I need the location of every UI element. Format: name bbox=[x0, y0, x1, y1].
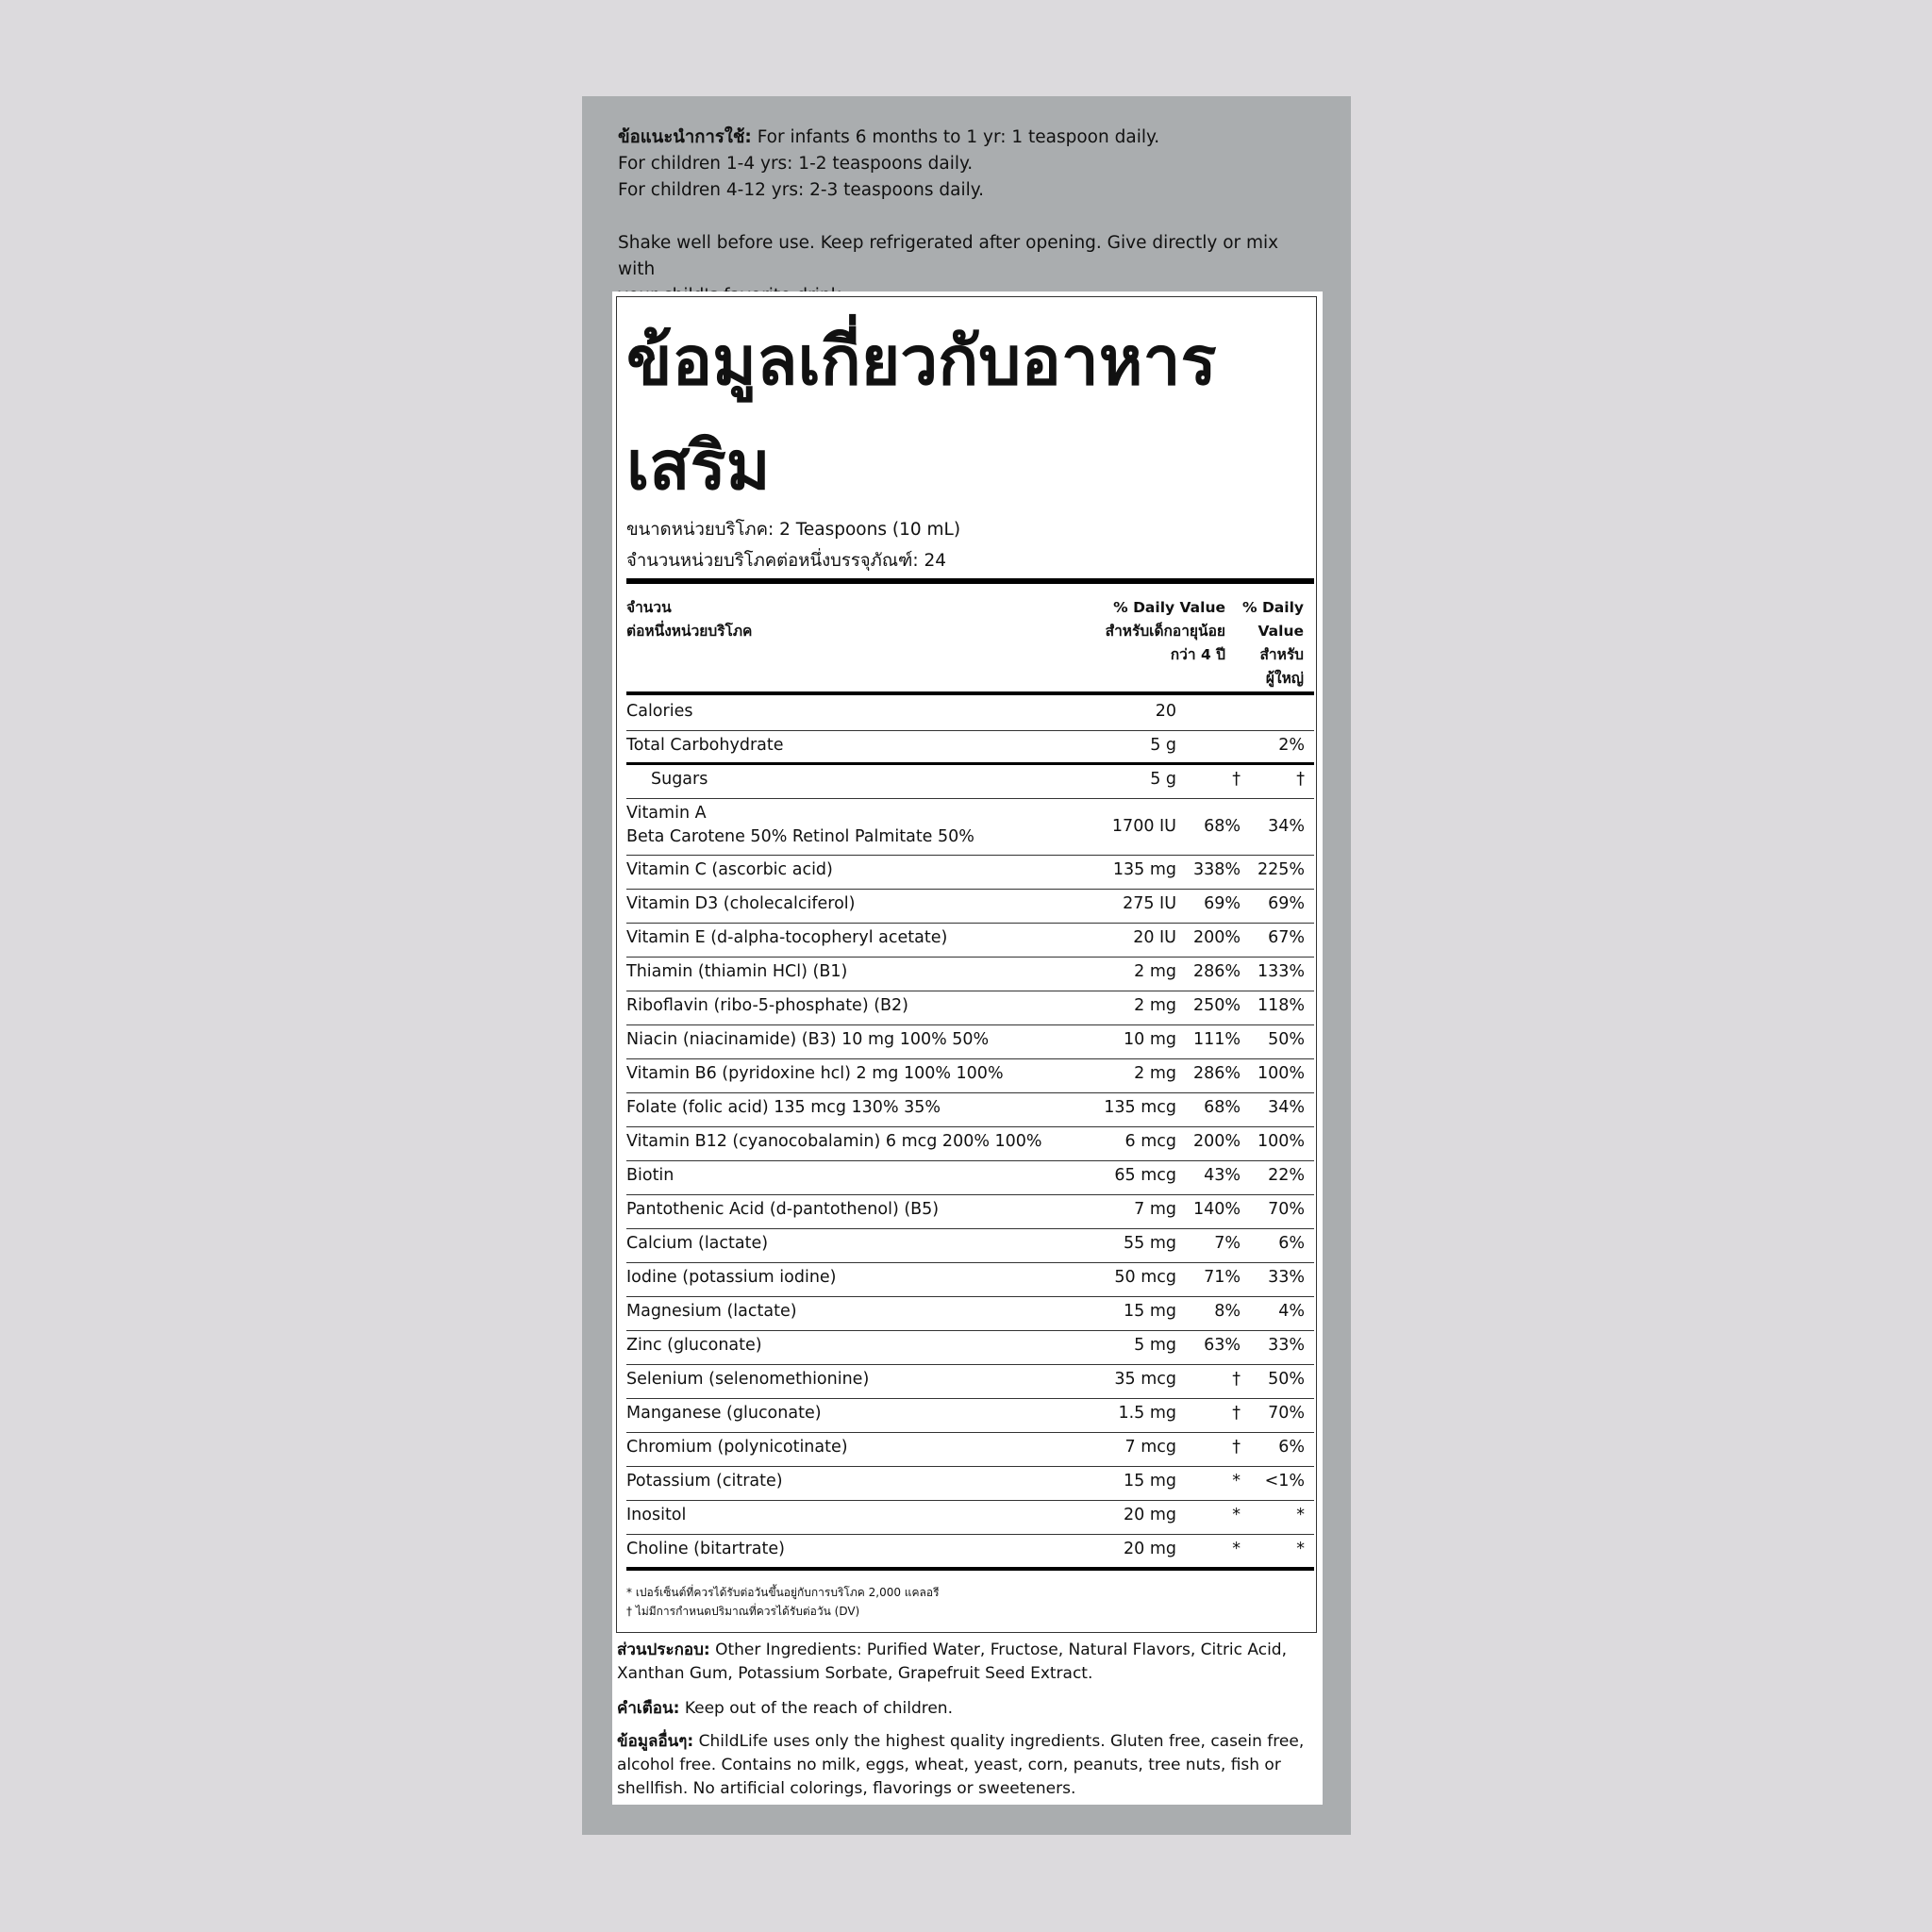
nutrient-row bbox=[626, 1092, 1314, 1127]
nutrient-amount: 7 mg bbox=[1134, 1200, 1176, 1219]
child-daily-value: 8% bbox=[1214, 1302, 1241, 1321]
warning-label: คำเตือน: bbox=[617, 1699, 680, 1718]
header-divider bbox=[626, 691, 1314, 695]
directions-line: For children 4-12 yrs: 2-3 teaspoons daily. bbox=[618, 180, 984, 200]
adult-daily-value: † bbox=[1296, 770, 1305, 789]
adult-daily-value: 118% bbox=[1257, 996, 1305, 1015]
child-daily-value: * bbox=[1232, 1540, 1241, 1558]
nutrient-row bbox=[626, 696, 1314, 731]
nutrient-row bbox=[626, 1160, 1314, 1195]
nutrient-name: Biotin bbox=[626, 1166, 675, 1185]
adult-daily-value: 22% bbox=[1268, 1166, 1305, 1185]
adult-daily-value: 100% bbox=[1257, 1132, 1305, 1151]
nutrient-name: Thiamin (thiamin HCl) (B1) bbox=[626, 962, 848, 981]
nutrient-amount: 15 mg bbox=[1124, 1472, 1176, 1491]
child-daily-value: 7% bbox=[1214, 1234, 1241, 1253]
nutrient-name: Vitamin D3 (cholecalciferol) bbox=[626, 894, 856, 913]
footnote-daily-value: * เปอร์เซ็นต์ที่ควรได้รับต่อวันขึ้นอยู่กับการบริโภค 2,000 แคลอรี bbox=[626, 1586, 940, 1599]
directions-line: For infants 6 months to 1 yr: 1 teaspoon daily. bbox=[757, 127, 1160, 147]
child-daily-value: † bbox=[1232, 770, 1241, 789]
child-daily-value: 286% bbox=[1192, 1064, 1241, 1083]
nutrient-amount: 135 mg bbox=[1112, 860, 1176, 879]
amount-header-line: ต่อหนึ่งหน่วยบริโภค bbox=[626, 623, 753, 640]
facts-title: ข้อมูลเกี่ยวกับอาหารเสริม bbox=[626, 322, 1217, 505]
nutrient-row bbox=[626, 1194, 1314, 1229]
adult-daily-value: 225% bbox=[1257, 860, 1305, 879]
nutrient-row bbox=[626, 1364, 1314, 1399]
adult-daily-value: * bbox=[1296, 1506, 1305, 1524]
adult-daily-value: 67% bbox=[1268, 928, 1305, 947]
nutrient-row bbox=[626, 1262, 1314, 1297]
nutrient-amount: 10 mg bbox=[1124, 1030, 1176, 1049]
nutrient-amount: 50 mcg bbox=[1114, 1268, 1176, 1287]
nutrient-row bbox=[626, 855, 1314, 890]
warning bbox=[617, 1697, 1320, 1721]
adult-daily-value: 50% bbox=[1268, 1030, 1305, 1049]
child-daily-value: 69% bbox=[1204, 894, 1241, 913]
nutrient-row bbox=[626, 991, 1314, 1025]
nutrient-name: Vitamin E (d-alpha-tocopheryl acetate) bbox=[626, 928, 948, 947]
nutrient-name: Total Carbohydrate bbox=[626, 736, 784, 755]
adult-daily-value: 50% bbox=[1268, 1370, 1305, 1389]
nutrient-name: Folate (folic acid) 135 mcg 130% 35% bbox=[626, 1098, 941, 1117]
ingredients-label: ส่วนประกอบ: bbox=[617, 1641, 710, 1659]
adult-dv-header-line: % Daily bbox=[1242, 599, 1304, 616]
nutrient-name: Riboflavin (ribo-5-phosphate) (B2) bbox=[626, 996, 909, 1015]
directions bbox=[618, 125, 1316, 309]
nutrient-name: Manganese (gluconate) bbox=[626, 1404, 822, 1423]
child-daily-value: 43% bbox=[1204, 1166, 1241, 1185]
child-dv-header bbox=[1106, 596, 1225, 667]
nutrient-amount: 135 mcg bbox=[1104, 1098, 1176, 1117]
nutrient-row bbox=[626, 1296, 1314, 1331]
nutrient-row bbox=[626, 1432, 1314, 1467]
directions-label: ข้อแนะนำการใช้: bbox=[618, 127, 752, 147]
adult-daily-value: 70% bbox=[1268, 1404, 1305, 1423]
child-daily-value: 68% bbox=[1204, 817, 1241, 836]
nutrient-amount: 20 IU bbox=[1133, 928, 1176, 947]
ingredients-text: Other Ingredients: Purified Water, Fructose, Natural Flavors, Citric Acid, Xanthan Gum, Potassium Sorbate, Grapefruit Seed Extract. bbox=[617, 1641, 1287, 1683]
child-daily-value: 200% bbox=[1192, 928, 1241, 947]
child-dv-header-line: สำหรับเด็กอายุน้อย bbox=[1105, 623, 1225, 640]
nutrient-amount: 6 mcg bbox=[1124, 1132, 1176, 1151]
child-daily-value: * bbox=[1232, 1506, 1241, 1524]
nutrient-row bbox=[626, 798, 1314, 856]
adult-daily-value: 69% bbox=[1268, 894, 1305, 913]
child-daily-value: 68% bbox=[1204, 1098, 1241, 1117]
nutrient-row bbox=[626, 1398, 1314, 1433]
nutrient-name: Vitamin A bbox=[626, 804, 707, 823]
nutrient-name: Calcium (lactate) bbox=[626, 1234, 769, 1253]
adult-daily-value: 6% bbox=[1278, 1438, 1305, 1457]
nutrient-name: Selenium (selenomethionine) bbox=[626, 1370, 870, 1389]
adult-dv-header-line: ผู้ใหญ่ bbox=[1265, 670, 1304, 687]
child-daily-value: 250% bbox=[1192, 996, 1241, 1015]
nutrient-row bbox=[626, 923, 1314, 958]
nutrient-amount: 20 mg bbox=[1124, 1540, 1176, 1558]
adult-daily-value: 133% bbox=[1257, 962, 1305, 981]
child-daily-value: 140% bbox=[1192, 1200, 1241, 1219]
child-daily-value: 63% bbox=[1204, 1336, 1241, 1355]
adult-dv-header-line: สำหรับ bbox=[1259, 646, 1304, 663]
nutrient-amount: 1700 IU bbox=[1111, 817, 1176, 836]
nutrient-row bbox=[626, 764, 1314, 799]
other-info bbox=[617, 1730, 1320, 1801]
nutrient-amount: 5 g bbox=[1150, 736, 1176, 755]
nutrient-row bbox=[626, 1500, 1314, 1535]
label-card bbox=[612, 291, 1323, 1805]
nutrient-amount: 275 IU bbox=[1123, 894, 1176, 913]
child-daily-value: † bbox=[1232, 1438, 1241, 1457]
adult-daily-value: * bbox=[1296, 1540, 1305, 1558]
nutrient-name: Inositol bbox=[626, 1506, 687, 1524]
thick-divider bbox=[626, 578, 1314, 584]
adult-daily-value: <1% bbox=[1264, 1472, 1305, 1491]
nutrient-amount: 2 mg bbox=[1134, 1064, 1176, 1083]
nutrient-name: Iodine (potassium iodine) bbox=[626, 1268, 837, 1287]
nutrient-name: Magnesium (lactate) bbox=[626, 1302, 797, 1321]
child-daily-value: * bbox=[1232, 1472, 1241, 1491]
child-dv-header-line: % Daily Value bbox=[1113, 599, 1225, 616]
nutrient-name: Niacin (niacinamide) (B3) 10 mg 100% 50% bbox=[626, 1030, 990, 1049]
directions-line: Shake well before use. Keep refrigerated after opening. Give directly or mix with bbox=[618, 233, 1279, 279]
warning-text: Keep out of the reach of children. bbox=[684, 1699, 953, 1718]
adult-daily-value: 4% bbox=[1278, 1302, 1305, 1321]
nutrient-amount: 7 mcg bbox=[1124, 1438, 1176, 1457]
adult-daily-value: 100% bbox=[1257, 1064, 1305, 1083]
adult-daily-value: 33% bbox=[1268, 1336, 1305, 1355]
adult-dv-header bbox=[1242, 596, 1304, 691]
nutrient-amount: 2 mg bbox=[1134, 962, 1176, 981]
adult-daily-value: 33% bbox=[1268, 1268, 1305, 1287]
nutrient-row bbox=[626, 1126, 1314, 1161]
nutrient-name: Zinc (gluconate) bbox=[626, 1336, 762, 1355]
nutrient-amount: 1.5 mg bbox=[1118, 1404, 1176, 1423]
nutrient-row bbox=[626, 1228, 1314, 1263]
nutrient-row bbox=[626, 1024, 1314, 1059]
footnote-no-dv: † ไม่มีการกำหนดปริมาณที่ควรได้รับต่อวัน (DV) bbox=[626, 1605, 860, 1618]
adult-daily-value: 34% bbox=[1268, 817, 1305, 836]
adult-daily-value: 34% bbox=[1268, 1098, 1305, 1117]
nutrient-amount: 35 mcg bbox=[1114, 1370, 1176, 1389]
nutrient-name: Vitamin B12 (cyanocobalamin) 6 mcg 200% 100% bbox=[626, 1132, 1042, 1151]
nutrient-name: Calories bbox=[626, 702, 693, 721]
bottom-divider bbox=[626, 1567, 1314, 1571]
child-daily-value: 71% bbox=[1204, 1268, 1241, 1287]
supplement-facts-box bbox=[616, 296, 1317, 1633]
nutrient-subname: Beta Carotene 50% Retinol Palmitate 50% bbox=[626, 827, 974, 846]
nutrient-name: Vitamin B6 (pyridoxine hcl) 2 mg 100% 100% bbox=[626, 1064, 1004, 1083]
nutrient-name: Choline (bitartrate) bbox=[626, 1540, 785, 1558]
adult-daily-value: 2% bbox=[1278, 736, 1305, 755]
child-daily-value: † bbox=[1232, 1404, 1241, 1423]
child-daily-value: 286% bbox=[1192, 962, 1241, 981]
nutrient-amount: 15 mg bbox=[1124, 1302, 1176, 1321]
nutrient-amount: 20 bbox=[1155, 702, 1176, 721]
directions-line: For children 1-4 yrs: 1-2 teaspoons daily. bbox=[618, 154, 974, 174]
nutrient-name: Chromium (polynicotinate) bbox=[626, 1438, 848, 1457]
nutrient-row bbox=[626, 1058, 1314, 1093]
nutrient-row bbox=[626, 730, 1314, 765]
adult-daily-value: 6% bbox=[1278, 1234, 1305, 1253]
nutrient-amount: 20 mg bbox=[1124, 1506, 1176, 1524]
nutrient-name: Potassium (citrate) bbox=[626, 1472, 783, 1491]
nutrient-amount: 65 mcg bbox=[1114, 1166, 1176, 1185]
ingredients bbox=[617, 1639, 1320, 1686]
nutrient-row bbox=[626, 957, 1314, 991]
other-info-text: ChildLife uses only the highest quality ingredients. Gluten free, casein free, alcohol free. Contains no milk, eggs, wheat, yeast, corn, peanuts, tree nuts, fish or shellfish. No artificial colorings, flavorings or sweeteners. bbox=[617, 1732, 1305, 1798]
nutrient-name: Pantothenic Acid (d-pantothenol) (B5) bbox=[626, 1200, 940, 1219]
nutrient-row bbox=[626, 1466, 1314, 1501]
amount-header bbox=[626, 596, 752, 643]
label-panel bbox=[582, 96, 1351, 1835]
child-daily-value: 200% bbox=[1192, 1132, 1241, 1151]
nutrient-name: Vitamin C (ascorbic acid) bbox=[626, 860, 833, 879]
child-daily-value: 111% bbox=[1192, 1030, 1241, 1049]
nutrient-row bbox=[626, 1330, 1314, 1365]
nutrient-amount: 55 mg bbox=[1124, 1234, 1176, 1253]
child-daily-value: † bbox=[1232, 1370, 1241, 1389]
child-dv-header-line: กว่า 4 ปี bbox=[1170, 646, 1225, 663]
nutrient-amount: 5 g bbox=[1150, 770, 1176, 789]
amount-header-line: จำนวน bbox=[626, 599, 672, 616]
servings-per-container: จำนวนหน่วยบริโภคต่อหนึ่งบรรจุภัณฑ์: 24 bbox=[626, 551, 946, 571]
serving-size: ขนาดหน่วยบริโภค: 2 Teaspoons (10 mL) bbox=[626, 520, 961, 540]
nutrient-row bbox=[626, 889, 1314, 924]
adult-dv-header-line: Value bbox=[1257, 623, 1304, 640]
nutrient-amount: 2 mg bbox=[1134, 996, 1176, 1015]
adult-daily-value: 70% bbox=[1268, 1200, 1305, 1219]
child-daily-value: 338% bbox=[1192, 860, 1241, 879]
nutrient-row bbox=[626, 1534, 1314, 1569]
other-info-label: ข้อมูลอื่นๆ: bbox=[617, 1732, 694, 1751]
nutrient-amount: 5 mg bbox=[1134, 1336, 1176, 1355]
nutrient-name: Sugars bbox=[651, 770, 708, 789]
